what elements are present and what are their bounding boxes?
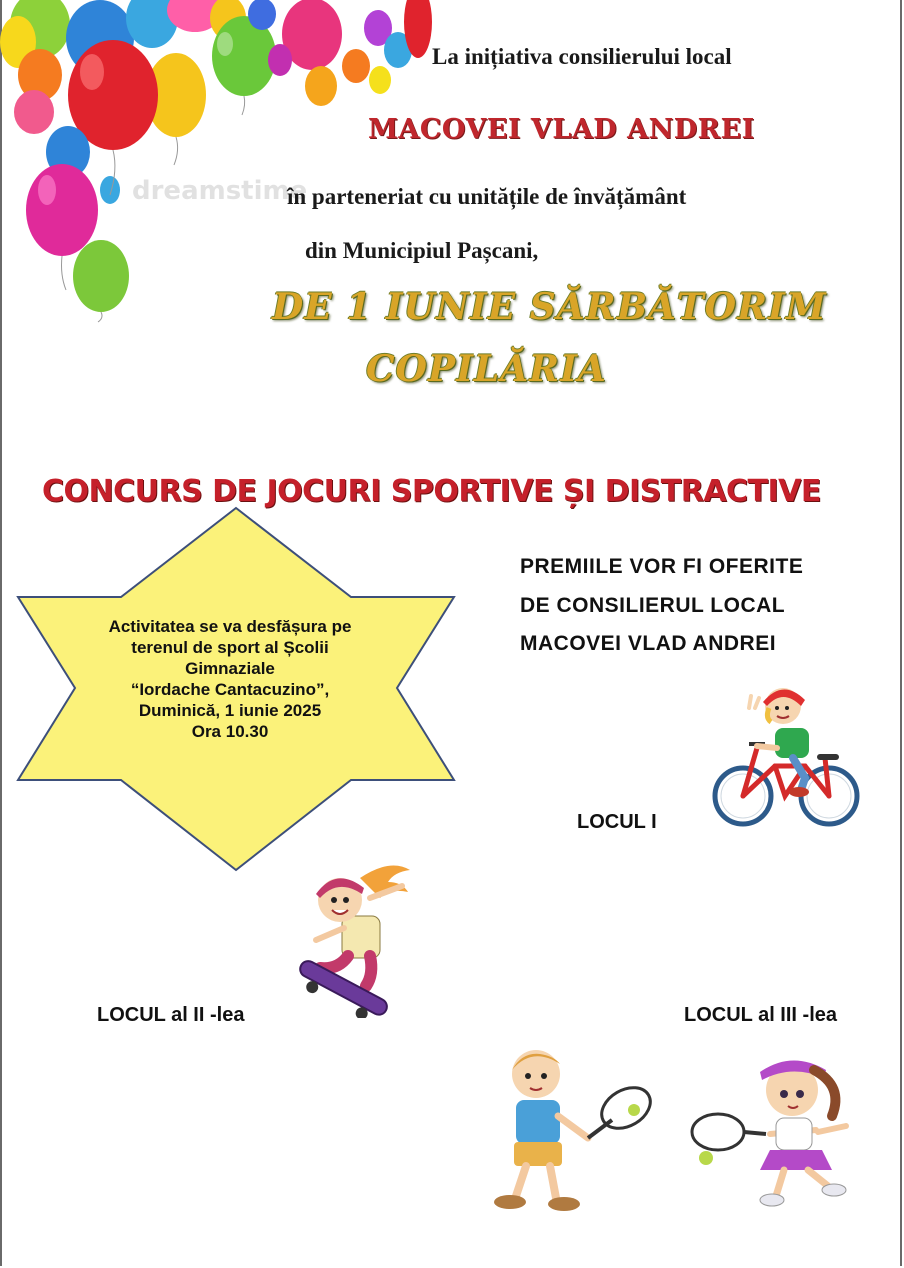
tennis-children-illustration: [488, 1046, 860, 1222]
place-second-label: LOCUL al II -lea: [97, 1004, 245, 1026]
watermark: dreamstime: [132, 176, 308, 206]
prizes-line-1: PREMIILE VOR FI OFERITE: [520, 555, 804, 578]
prizes-line-2: DE CONSILIERUL LOCAL: [520, 593, 786, 617]
main-title-line-1: DE 1 IUNIE SĂRBĂTORIM: [272, 286, 827, 328]
place-third-label: LOCUL al III -lea: [684, 1004, 837, 1026]
header-line-3: în parteneriat cu unitățile de învățământ: [287, 184, 687, 209]
event-details-line-2: terenul de sport al Școlii: [131, 638, 329, 657]
prizes-line-3: MACOVEI VLAD ANDREI: [520, 632, 777, 655]
contest-title: CONCURS DE JOCURI SPORTIVE ȘI DISTRACTIVE: [42, 474, 821, 509]
header-line-1: La inițiativa consilierului local: [432, 44, 732, 69]
header-line-4: din Municipiul Pașcani,: [305, 238, 539, 263]
balloons-illustration: [0, 0, 440, 330]
event-details-line-3: Gimnaziale: [185, 659, 275, 678]
cyclist-child-illustration: [705, 678, 865, 836]
skateboarder-child-illustration: [290, 858, 420, 1018]
council-member-name: MACOVEI VLAD ANDREI: [368, 114, 755, 145]
prizes-text: [520, 548, 803, 664]
place-first-label: LOCUL I: [577, 811, 657, 833]
event-details-line-4: “Iordache Cantacuzino”,: [130, 680, 330, 699]
event-details-line-5: Duminică, 1 iunie 2025: [138, 701, 322, 720]
main-title-line-2: COPILĂRIA: [366, 348, 607, 390]
event-details-line-1: Activitatea se va desfășura pe: [108, 617, 352, 636]
event-details: [90, 616, 370, 742]
event-details-line-6: Ora 10.30: [191, 722, 269, 741]
